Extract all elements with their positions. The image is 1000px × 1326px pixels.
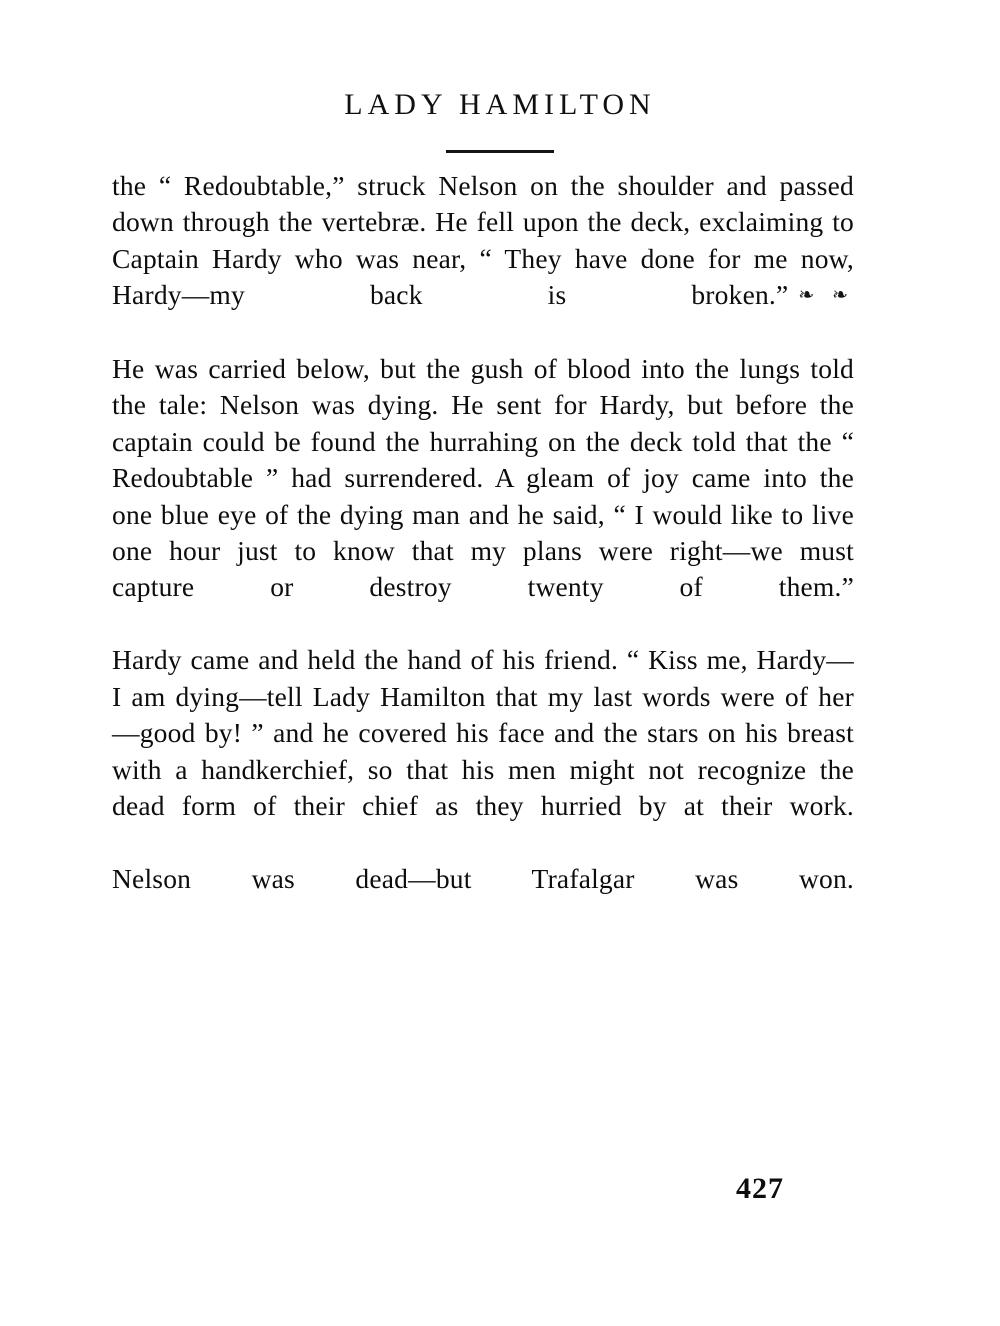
paragraph [112,642,854,860]
paragraph [112,168,854,351]
paragraph-text: the “ Redoubtable,” struck Nelson on the shoulder and passed down through the vertebræ. He fell upon the deck, exclaiming to Captain Hardy who was near, “ They have done for me now, Hardy—my back is broken.” [112,170,854,311]
page-number: 427 [736,1172,784,1205]
paragraph [112,861,854,934]
floral-ornament-icon: ❧ ❧ [798,285,854,307]
paragraph-text: Nelson was dead—but Trafalgar was won. [112,862,854,894]
page-body-text [112,168,854,934]
page-running-head: LADY HAMILTON [344,88,656,121]
paragraph-text: Hardy came and held the hand of his friend. “ Kiss me, Hardy—I am dying—tell Lady Hamilton that my last words were of her—good by! ” and he covered his face and the stars on his breast with a handkerchief, so that his men might not recognize the dead form of their chief as they hurried by at their work. [112,644,854,821]
paragraph-text: He was carried below, but the gush of blood into the lungs told the tale: Nelson was dying. He sent for Hardy, but before the captain could be found the hurrahing on the deck told that the “ Redoubtable ” had surrendered. A gleam of joy came into the one blue eye of the dying man and he said, “ I would like to live one hour just to know that my plans were right—we must capture or destroy twenty of them.” [112,353,854,603]
paragraph [112,351,854,642]
header-rule-divider [446,150,554,153]
page-number-container [0,1172,1000,1206]
